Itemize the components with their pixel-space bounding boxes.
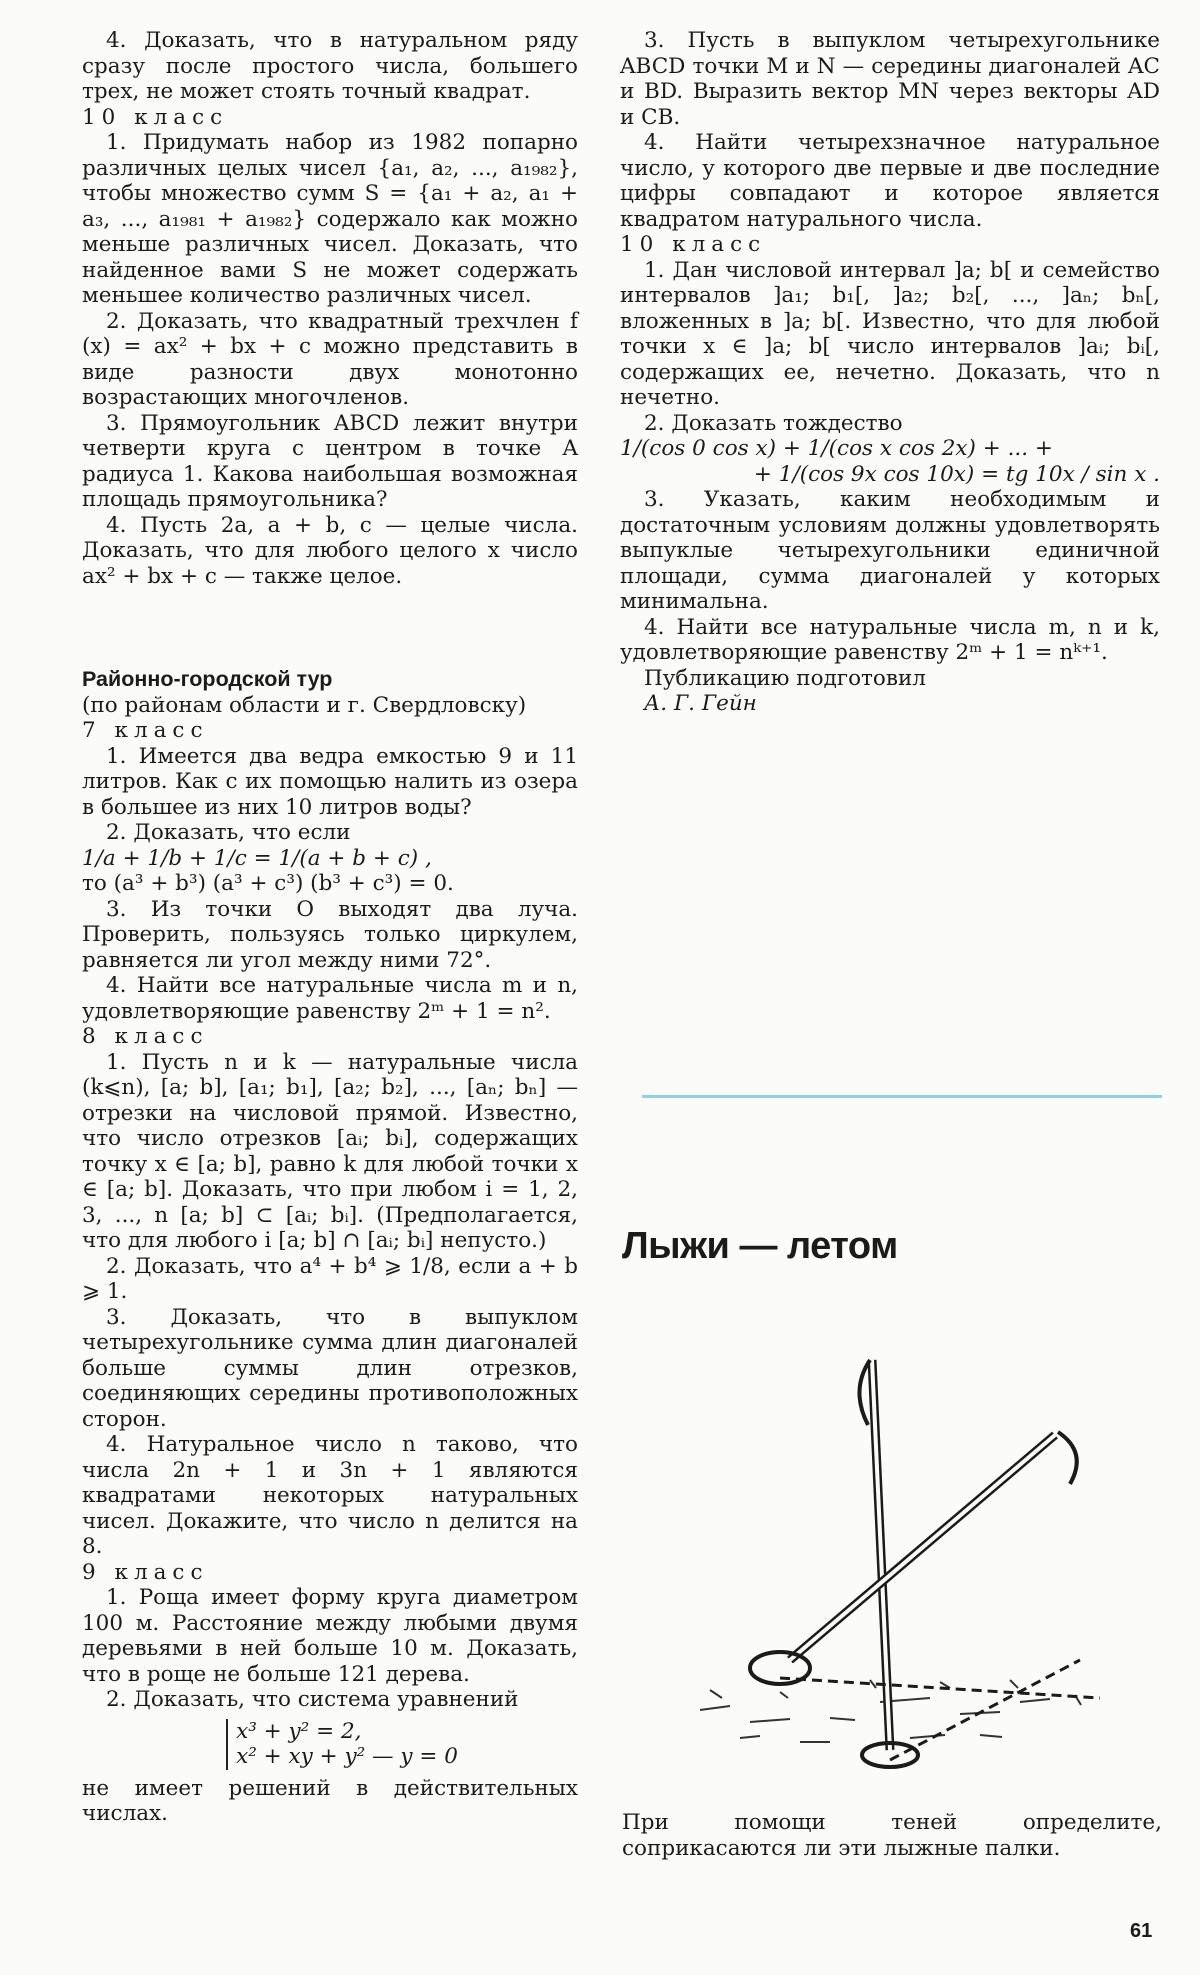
grade-heading: 7 класс <box>82 718 209 743</box>
grade-heading: 10 класс <box>82 104 229 130</box>
problem-text: 4. Найти четырехзначное натуральное число, у которого две первые и две последние цифры совпадают и которое является квадратом натурального числа. <box>620 130 1160 232</box>
grade-heading: 10 класс <box>620 232 767 257</box>
problem-text: 1. Придумать набор из 1982 попарно различных целых чисел {a₁, a₂, ..., a₁₉₈₂}, чтобы множество сумм S = {a₁ + a₂, a₁ + a₃, ..., a₁₉₈₁ + a₁₉₈₂} содержало как можно меньше различных чисел. Доказать, что найденное вами S не может содержать меньшее количество различных чисел. <box>82 130 578 308</box>
problem-text: 4. Натуральное число n таково, что числа 2n + 1 и 3n + 1 являются квадратами некоторых натуральных чисел. Докажите, что число n делится на 8. <box>82 1432 578 1559</box>
problem-text: то (a³ + b³) (a³ + c³) (b³ + c³) = 0. <box>82 871 454 896</box>
section-title: Районно-городской тур <box>82 667 333 691</box>
problem-text: 4. Найти все натуральные числа m и n, удовлетворяющие равенству 2ᵐ + 1 = n². <box>82 973 578 1024</box>
problem-text: 2. Доказать, что квадратный трехчлен f (x) = ax² + bx + c можно представить в виде разности двух монотонно возрастающих многочленов. <box>82 308 578 410</box>
problem-text: 4. Пусть 2a, a + b, c — целые числа. Доказать, что для любого целого x число ax² + bx + c — также целое. <box>82 512 578 589</box>
problem-text: не имеет решений в действительных числах. <box>82 1775 578 1826</box>
ski-pole <box>750 1432 1077 1684</box>
page-number: 61 <box>1130 1920 1153 1942</box>
problem-text: 1. Роща имеет форму круга диаметром 100 м. Расстояние между любыми двумя деревьями в ней больше 10 м. Доказать, что в роще не больше 121 дерева. <box>82 1585 578 1687</box>
grade-heading: 8 класс <box>82 1024 209 1049</box>
grade-heading: 9 класс <box>82 1559 209 1585</box>
equation-line: x² + xy + y² — y = 0 <box>236 1744 458 1769</box>
credit-author: А. Г. Гейн <box>644 691 757 716</box>
feature-title: Лыжи — летом <box>622 1225 898 1267</box>
divider-rule <box>642 1095 1162 1098</box>
problem-text: 2. Доказать, что a⁴ + b⁴ ⩾ 1/8, если a + b ⩾ 1. <box>82 1253 578 1304</box>
problem-text: 2. Доказать, что если <box>106 820 351 845</box>
problem-text: 4. Найти все натуральные числа m, n и k, удовлетворяющие равенству 2ᵐ + 1 = nᵏ⁺¹. <box>620 614 1160 665</box>
formula: 1/a + 1/b + 1/c = 1/(a + b + c) , <box>82 845 432 871</box>
problem-text: 3. Доказать, что в выпуклом четырехугольнике сумма длин диагоналей больше суммы длин отрезков, соединяющих середины противоположных сторон. <box>82 1304 578 1432</box>
problem-text: 3. Прямоугольник ABCD лежит внутри четверти круга с центром в точке A радиуса 1. Какова наибольшая возможная площадь прямоугольника? <box>82 410 578 512</box>
pole-shadow <box>780 1660 1100 1760</box>
problem-text: 1. Имеется два ведра емкостью 9 и 11 литров. Как с их помощью налить из озера в большее из них 10 литров воды? <box>82 743 578 820</box>
problem-text: 4. Доказать, что в натуральном ряду сразу после простого числа, большего трех, не может стоять точный квадрат. <box>82 28 578 104</box>
problem-text: 2. Доказать тождество <box>644 410 903 436</box>
problem-text: 1. Дан числовой интервал ]a; b[ и семейство интервалов ]a₁; b₁[, ]a₂; b₂[, ..., ]aₙ; bₙ[, вложенных в ]a; b[. Известно, что для любой точки x ∈ ]a; b[ число интервалов ]aᵢ; bᵢ[, содержащих ее, нечетно. Доказать, что n нечетно. <box>620 257 1160 410</box>
problem-text: 3. Указать, каким необходимым и достаточным условиям должны удовлетворять выпуклые четырехугольники единичной площади, сумма диагоналей у которых минимальна. <box>620 487 1160 614</box>
feature-caption: При помощи теней определите, соприкасаются ли эти лыжные палки. <box>622 1810 1162 1861</box>
left-column <box>82 28 578 1827</box>
ski-poles-illustration <box>680 1330 1120 1790</box>
section-subtitle: (по районам области и г. Свердловску) <box>82 692 527 718</box>
problem-text: 2. Доказать, что система уравнений <box>106 1687 519 1712</box>
identity-line: 1/(cos 0 cos x) + 1/(cos x cos 2x) + ... + <box>620 436 1053 461</box>
problem-text: 3. Из точки O выходят два луча. Проверить, пользуясь только циркулем, равняется ли угол между ними 72°. <box>82 896 578 973</box>
problem-text: 1. Пусть n и k — натуральные числа (k⩽n), [a; b], [a₁; b₁], [a₂; b₂], ..., [aₙ; bₙ] — отрезки на числовой прямой. Известно, что число отрезков [aᵢ; bᵢ], содержащих точку x ∈ [a; b], равно k для любой точки x ∈ [a; b]. Доказать, что при любом i = 1, 2, 3, ..., n [a; b] ⊂ [aᵢ; bᵢ]. (Предполагается, что для любого i [a; b] ∩ [aᵢ; bᵢ] непусто.) <box>82 1049 578 1253</box>
problem-text: 3. Пусть в выпуклом четырехугольнике ABCD точки M и N — середины диагоналей AC и BD. Выразить вектор MN через векторы AD и CB. <box>620 28 1160 130</box>
identity-line: + 1/(cos 9x cos 10x) = tg 10x / sin x . <box>753 461 1160 487</box>
equation-system <box>82 1719 578 1770</box>
right-column <box>620 28 1160 717</box>
credit: Публикацию подготовил <box>644 665 926 691</box>
equation-line: x³ + y² = 2, <box>236 1718 362 1744</box>
